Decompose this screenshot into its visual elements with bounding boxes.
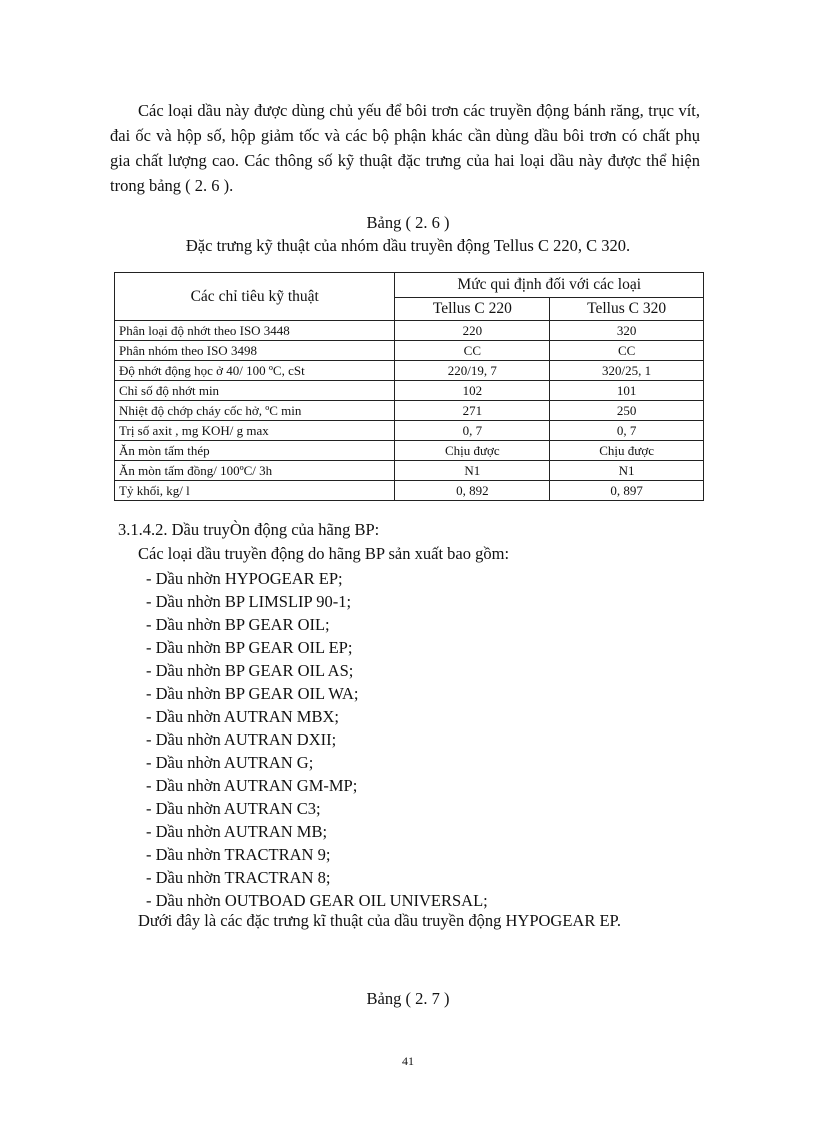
table-row [115,341,704,361]
table-title: Đặc trưng kỹ thuật của nhóm dầu truyền động Tellus C 220, C 320. [185,236,631,255]
table-row [115,441,704,461]
row-value-c220: N1 [395,461,550,481]
header-tellus-c220: Tellus C 220 [395,298,550,321]
table-row [115,361,704,381]
table-body [115,321,704,501]
table-row [115,381,704,401]
list-item: - Dầu nhờn OUTBOAD GEAR OIL UNIVERSAL; [146,891,488,910]
list-item: - Dầu nhờn BP GEAR OIL WA; [146,684,359,703]
row-value-c220: 0, 892 [395,481,550,501]
row-value-c220: 102 [395,381,550,401]
table-row [115,461,704,481]
row-value-c220: 220/19, 7 [395,361,550,381]
section-intro: Các loại dầu truyền động do hãng BP sản xuất bao gồm: [138,544,510,563]
list-item: - Dầu nhờn HYPOGEAR EP; [146,569,343,588]
header-criteria: Các chỉ tiêu kỹ thuật [115,273,395,321]
row-value-c320: 250 [550,401,704,421]
list-item: - Dầu nhờn BP GEAR OIL AS; [146,661,354,680]
header-group: Mức qui định đối với các loại [395,273,704,298]
list-item: - Dầu nhờn BP LIMSLIP 90-1; [146,592,352,611]
row-value-c220: Chịu được [395,441,550,461]
row-value-c220: 271 [395,401,550,421]
table2-caption: Bảng ( 2. 7 ) [366,989,450,1008]
row-value-c220: 0, 7 [395,421,550,441]
spec-table [114,272,704,501]
page-number: 41 [402,1054,414,1068]
row-label: Ăn mòn tấm đồng/ 100ºC/ 3h [115,461,395,481]
list-item: - Dầu nhờn AUTRAN MB; [146,822,328,841]
list-item: - Dầu nhờn BP GEAR OIL; [146,615,330,634]
table-row [115,421,704,441]
row-value-c220: 220 [395,321,550,341]
list-item: - Dầu nhờn AUTRAN MBX; [146,707,339,726]
row-value-c320: 320/25, 1 [550,361,704,381]
list-item: - Dầu nhờn AUTRAN G; [146,753,314,772]
table-header-row [115,273,704,298]
row-label: Phân nhóm theo ISO 3498 [115,341,395,361]
list-item: - Dầu nhờn AUTRAN C3; [146,799,321,818]
row-label: Độ nhớt động học ở 40/ 100 ºC, cSt [115,361,395,381]
row-value-c320: Chịu được [550,441,704,461]
row-label: Ăn mòn tấm thép [115,441,395,461]
list-item: - Dầu nhờn BP GEAR OIL EP; [146,638,353,657]
row-value-c320: 0, 7 [550,421,704,441]
row-label: Tỷ khối, kg/ l [115,481,395,501]
section-title: 3.1.4.2. Dầu truyÒn động của hãng BP: [118,520,380,539]
table-row [115,321,704,341]
list-item: - Dầu nhờn AUTRAN GM-MP; [146,776,358,795]
header-tellus-c320: Tellus C 320 [550,298,704,321]
list-item: - Dầu nhờn AUTRAN DXII; [146,730,337,749]
list-item: - Dầu nhờn TRACTRAN 8; [146,868,331,887]
row-label: Phân loại độ nhớt theo ISO 3448 [115,321,395,341]
row-value-c320: 101 [550,381,704,401]
intro-paragraph: Các loại dầu này được dùng chủ yếu để bôi trơn các truyền động bánh răng, trục vít, đai ốc và hộp số, hộp giảm tốc và các bộ phận khác cần dùng dầu bôi trơn có chất phụ gia chất lượng cao. Các thông số kỹ thuật đặc trưng của hai loại dầu này được thể hiện trong bảng ( 2. 6 ). [110,101,700,195]
row-label: Trị số axit , mg KOH/ g max [115,421,395,441]
table-row [115,401,704,421]
closing-sentence: Dưới đây là các đặc trưng kĩ thuật của dầu truyền động HYPOGEAR EP. [138,911,622,930]
row-value-c320: 0, 897 [550,481,704,501]
list-item: - Dầu nhờn TRACTRAN 9; [146,845,331,864]
row-value-c220: CC [395,341,550,361]
row-value-c320: CC [550,341,704,361]
row-label: Chỉ số độ nhớt min [115,381,395,401]
row-value-c320: 320 [550,321,704,341]
row-value-c320: N1 [550,461,704,481]
table-caption: Bảng ( 2. 6 ) [366,213,450,232]
row-label: Nhiệt độ chớp cháy cốc hở, ºC min [115,401,395,421]
oil-list [146,567,488,912]
table-row [115,481,704,501]
